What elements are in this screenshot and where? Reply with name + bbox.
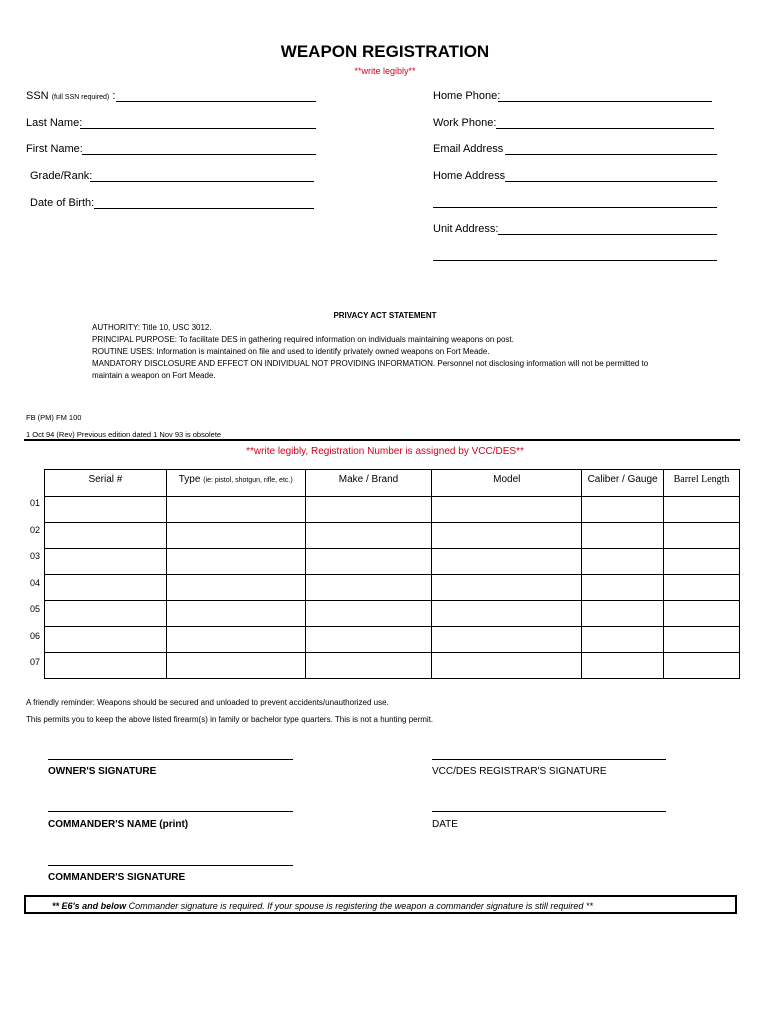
table-row: [45, 497, 740, 523]
row-number: 02: [30, 525, 41, 535]
caliber-cell[interactable]: [582, 575, 664, 601]
table-row: [45, 601, 740, 627]
type-cell[interactable]: [166, 549, 305, 575]
model-cell[interactable]: [432, 497, 582, 523]
type-cell[interactable]: [166, 497, 305, 523]
unit-address-line-2[interactable]: [433, 260, 717, 261]
section-divider: [24, 439, 740, 441]
commander-signature-label: COMMANDER'S SIGNATURE: [48, 872, 186, 883]
ssn-field-label: [26, 90, 115, 102]
ssn-label: SSN: [26, 90, 49, 102]
ssn-note: (full SSN required): [51, 94, 110, 101]
type-cell[interactable]: [166, 601, 305, 627]
header-type-note: (ie: pistol, shotgun, rifle, etc.): [203, 477, 293, 484]
make-cell[interactable]: [305, 575, 432, 601]
commander-signature-line[interactable]: [48, 865, 293, 866]
row-number: 04: [30, 578, 41, 588]
work-phone-label: Work Phone:: [433, 117, 497, 129]
serial-cell[interactable]: [45, 523, 167, 549]
header-caliber: Caliber / Gauge: [582, 470, 664, 497]
privacy-mandatory-disclosure: MANDATORY DISCLOSURE AND EFFECT ON INDIVIDUAL NOT PROVIDING INFORMATION. Personnel not disclosing information will not be permitted to: [92, 359, 649, 368]
first-name-input-line[interactable]: [82, 154, 316, 155]
reminder-note: A friendly reminder: Weapons should be secured and unloaded to prevent accidents/unauthorized use.: [26, 698, 389, 707]
header-type-label: Type: [178, 474, 201, 485]
header-make: Make / Brand: [305, 470, 432, 497]
serial-cell[interactable]: [45, 627, 167, 653]
last-name-input-line[interactable]: [80, 128, 316, 129]
date-line[interactable]: [432, 811, 666, 812]
serial-cell[interactable]: [45, 497, 167, 523]
barrel-cell[interactable]: [664, 601, 740, 627]
home-phone-input-line[interactable]: [498, 101, 712, 102]
email-input-line[interactable]: [505, 154, 717, 155]
table-header-row: [45, 470, 740, 497]
barrel-cell[interactable]: [664, 523, 740, 549]
table-row: [45, 653, 740, 679]
registrar-signature-line[interactable]: [432, 759, 666, 760]
make-cell[interactable]: [305, 627, 432, 653]
privacy-principal-purpose: PRINCIPAL PURPOSE: To facilitate DES in gathering required information on individuals maintaining weapons on post.: [92, 335, 514, 344]
footer-rest: Commander signature is required. If your spouse is registering the weapon a commander signature is still required **: [126, 901, 593, 911]
table-row: [45, 627, 740, 653]
row-number: 07: [30, 657, 41, 667]
form-number: FB (PM) FM 100: [26, 413, 82, 422]
home-address-input-line[interactable]: [505, 181, 717, 182]
footer-bold: ** E6's and below: [52, 901, 127, 911]
page-title: WEAPON REGISTRATION: [280, 42, 490, 61]
model-cell[interactable]: [432, 549, 582, 575]
commander-name-line[interactable]: [48, 811, 293, 812]
table-row: [45, 549, 740, 575]
privacy-mandatory-disclosure-cont: maintain a weapon on Fort Meade.: [92, 371, 216, 380]
email-label: Email Address: [433, 143, 504, 155]
ssn-input-line[interactable]: [116, 101, 316, 102]
privacy-act-title: PRIVACY ACT STATEMENT: [333, 311, 437, 320]
barrel-cell[interactable]: [664, 653, 740, 679]
make-cell[interactable]: [305, 549, 432, 575]
privacy-authority: AUTHORITY: Title 10, USC 3012.: [92, 323, 212, 332]
work-phone-input-line[interactable]: [496, 128, 714, 129]
caliber-cell[interactable]: [582, 523, 664, 549]
unit-address-label: Unit Address:: [433, 223, 499, 235]
caliber-cell[interactable]: [582, 549, 664, 575]
caliber-cell[interactable]: [582, 627, 664, 653]
weapon-table: [44, 469, 740, 679]
caliber-cell[interactable]: [582, 653, 664, 679]
make-cell[interactable]: [305, 523, 432, 549]
unit-address-input-line[interactable]: [498, 234, 717, 235]
dob-input-line[interactable]: [94, 208, 314, 209]
serial-cell[interactable]: [45, 575, 167, 601]
privacy-act-statement: [92, 322, 672, 382]
form-edition: 1 Oct 94 (Rev) Previous edition dated 1 Nov 93 is obsolete: [26, 430, 222, 439]
first-name-label: First Name:: [26, 143, 83, 155]
serial-cell[interactable]: [45, 601, 167, 627]
make-cell[interactable]: [305, 601, 432, 627]
model-cell[interactable]: [432, 523, 582, 549]
barrel-cell[interactable]: [664, 575, 740, 601]
model-cell[interactable]: [432, 575, 582, 601]
model-cell[interactable]: [432, 653, 582, 679]
dob-label: Date of Birth:: [30, 197, 95, 209]
type-cell[interactable]: [166, 575, 305, 601]
table-row: [45, 575, 740, 601]
commander-requirement-box: [24, 895, 737, 914]
grade-rank-label: Grade/Rank:: [30, 170, 93, 182]
row-number: 05: [30, 604, 41, 614]
header-serial: Serial #: [45, 470, 167, 497]
make-cell[interactable]: [305, 653, 432, 679]
row-number: 06: [30, 631, 41, 641]
serial-cell[interactable]: [45, 549, 167, 575]
make-cell[interactable]: [305, 497, 432, 523]
commander-requirement-text: [52, 901, 593, 911]
ssn-colon: :: [112, 90, 116, 102]
header-model: Model: [432, 470, 582, 497]
barrel-cell[interactable]: [664, 627, 740, 653]
commander-name-label: COMMANDER'S NAME (print): [48, 819, 189, 830]
table-row: [45, 523, 740, 549]
home-address-line-2[interactable]: [433, 207, 717, 208]
privacy-routine-uses: ROUTINE USES: Information is maintained on file and used to identify privately owned weapons on Fort Meade.: [92, 347, 490, 356]
owner-signature-label: OWNER'S SIGNATURE: [48, 766, 157, 777]
date-label: DATE: [432, 819, 458, 830]
header-type: [166, 470, 305, 497]
caliber-cell[interactable]: [582, 601, 664, 627]
row-number: 01: [30, 498, 41, 508]
home-phone-label: Home Phone:: [433, 90, 501, 102]
serial-cell[interactable]: [45, 653, 167, 679]
model-cell[interactable]: [432, 627, 582, 653]
registrar-signature-label: VCC/DES REGISTRAR'S SIGNATURE: [432, 766, 607, 777]
model-cell[interactable]: [432, 601, 582, 627]
permit-note: This permits you to keep the above listed firearm(s) in family or bachelor type quarters. This is not a hunting permit.: [26, 715, 434, 724]
type-cell[interactable]: [166, 653, 305, 679]
type-cell[interactable]: [166, 627, 305, 653]
row-number: 03: [30, 551, 41, 561]
caliber-cell[interactable]: [582, 497, 664, 523]
home-address-label: Home Address: [433, 170, 506, 182]
type-cell[interactable]: [166, 523, 305, 549]
registration-note: **write legibly, Registration Number is assigned by VCC/DES**: [246, 446, 524, 457]
page-subtitle: **write legibly**: [354, 66, 416, 76]
grade-rank-input-line[interactable]: [90, 181, 314, 182]
owner-signature-line[interactable]: [48, 759, 293, 760]
barrel-cell[interactable]: [664, 497, 740, 523]
barrel-cell[interactable]: [664, 549, 740, 575]
header-barrel: Barrel Length: [664, 470, 740, 497]
last-name-label: Last Name:: [26, 117, 83, 129]
